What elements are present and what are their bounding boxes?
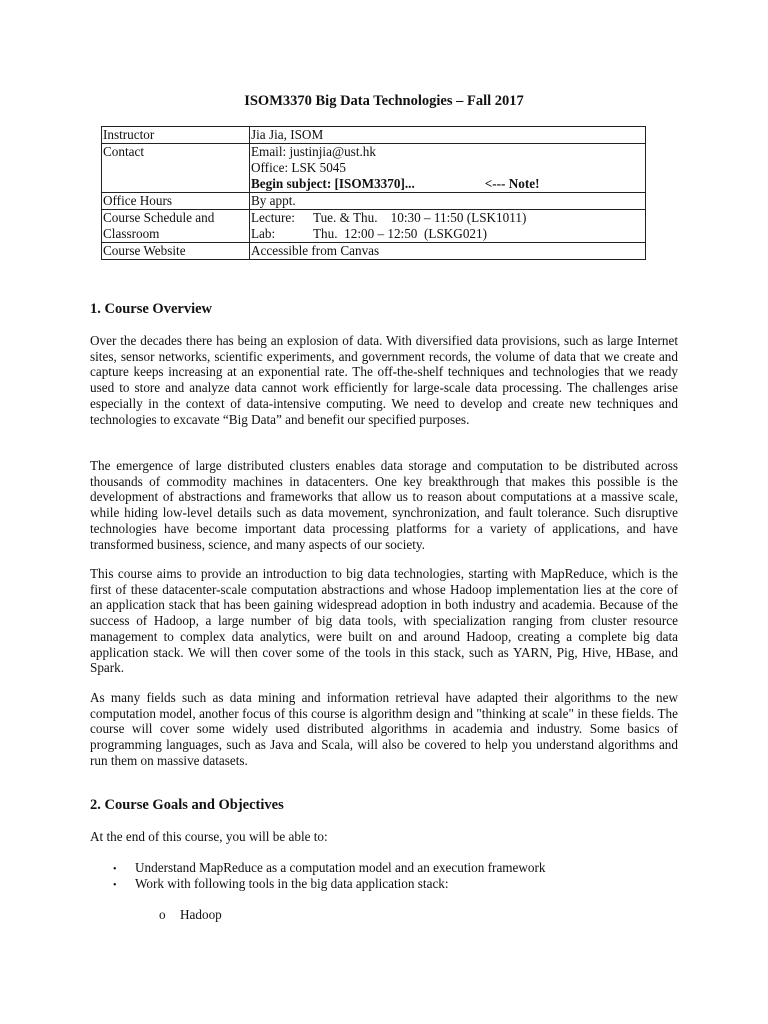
- section2-heading: 2. Course Goals and Objectives: [90, 797, 284, 813]
- schedule-label-line1: Course Schedule and: [103, 210, 215, 225]
- list-item: [113, 876, 449, 894]
- lab-label: Lab:: [251, 226, 276, 241]
- lecture-value: Tue. & Thu. 10:30 – 11:50 (LSK1011): [313, 210, 527, 225]
- sub-list-item: [159, 907, 222, 923]
- website-value: Accessible from Canvas: [250, 243, 646, 260]
- section1-paragraph-2: The emergence of large distributed clusters enables data storage and computation to be distributed across thousands of commodity machines in datacenters. One key breakthrough that makes this possible is the development of abstractions and frameworks that allow us to reason about computations at a massive scale, while hiding low-level details such as data movement, synchronization, and fault tolerance. Such disruptive technologies have become important data processing platforms for a variety of applications, and have transformed business, science, and many aspects of our society.: [90, 458, 678, 552]
- office-hours-value: By appt.: [250, 193, 646, 210]
- course-info-table: [101, 126, 646, 260]
- section1-paragraph-1: Over the decades there has being an explosion of data. With diversified data provisions, such as large Internet sites, sensor networks, scientific experiments, and government records, the volume of data that we create and capture keeps increasing at an exponential rate. The off-the-shelf techniques and technologies that we ready used to store and analyze data cannot work efficiently for large-scale data processing. The challenges arise especially in the context of data-intensive computing. We need to develop and create new techniques and technologies to excavate “Big Data” and benefit our specified purposes.: [90, 333, 678, 427]
- sub-bullet-text: Hadoop: [180, 907, 222, 922]
- table-row: [102, 144, 646, 193]
- schedule-label: [102, 210, 250, 243]
- schedule-value: [250, 210, 646, 243]
- document-title: ISOM3370 Big Data Technologies – Fall 2017: [244, 93, 524, 109]
- contact-note: <--- Note!: [484, 176, 540, 191]
- section1-paragraph-4: As many fields such as data mining and information retrieval have adapted their algorithms to the new computation model, another focus of this course is algorithm design and "thinking at scale" in these fields. The course will cover some widely used distributed algorithms in academia and industry. Some basics of programming languages, such as Java and Scala, will also be covered to help you understand algorithms and run them on massive datasets.: [90, 690, 678, 768]
- section1-paragraph-3: This course aims to provide an introduction to big data technologies, starting with MapReduce, which is the first of these datacenter-scale computation abstractions and whose Hadoop implementation lies at the core of an application stack that has been gaining widespread adoption in both industry and academia. Because of the success of Hadoop, a large number of big data tools, with specialization ranging from cluster resource management to complex data analytics, were built on and around Hadoop, creating a complete big data application stack. We will then cover some of the tools in this stack, such as YARN, Pig, Hive, HBase, and Spark.: [90, 566, 678, 676]
- bullet-icon: •: [113, 864, 117, 875]
- contact-value: [250, 144, 646, 193]
- contact-subject: Begin subject: [ISOM3370]...: [251, 176, 415, 191]
- table-row: [102, 210, 646, 243]
- contact-label: Contact: [102, 144, 250, 193]
- table-row: [102, 127, 646, 144]
- bullet-text: Understand MapReduce as a computation model and an execution framework: [135, 860, 546, 875]
- lecture-label: Lecture:: [251, 210, 295, 225]
- section1-heading: 1. Course Overview: [90, 301, 213, 317]
- contact-subject-line: [251, 176, 644, 192]
- bullet-text: Work with following tools in the big data application stack:: [135, 876, 449, 891]
- contact-office: Office: LSK 5045: [251, 160, 346, 175]
- table-row: [102, 193, 646, 210]
- office-hours-label: Office Hours: [102, 193, 250, 210]
- lab-line: [251, 226, 644, 242]
- instructor-value: Jia Jia, ISOM: [250, 127, 646, 144]
- sub-bullet-icon: o: [159, 907, 166, 922]
- website-label: Course Website: [102, 243, 250, 260]
- lab-value: Thu. 12:00 – 12:50 (LSKG021): [313, 226, 487, 241]
- contact-email: Email: justinjia@ust.hk: [251, 144, 376, 159]
- instructor-label: Instructor: [102, 127, 250, 144]
- section2-intro: At the end of this course, you will be able to:: [90, 829, 328, 844]
- bullet-icon: •: [113, 880, 117, 891]
- schedule-label-line2: Classroom: [103, 226, 160, 241]
- lecture-line: [251, 210, 644, 226]
- table-row: [102, 243, 646, 260]
